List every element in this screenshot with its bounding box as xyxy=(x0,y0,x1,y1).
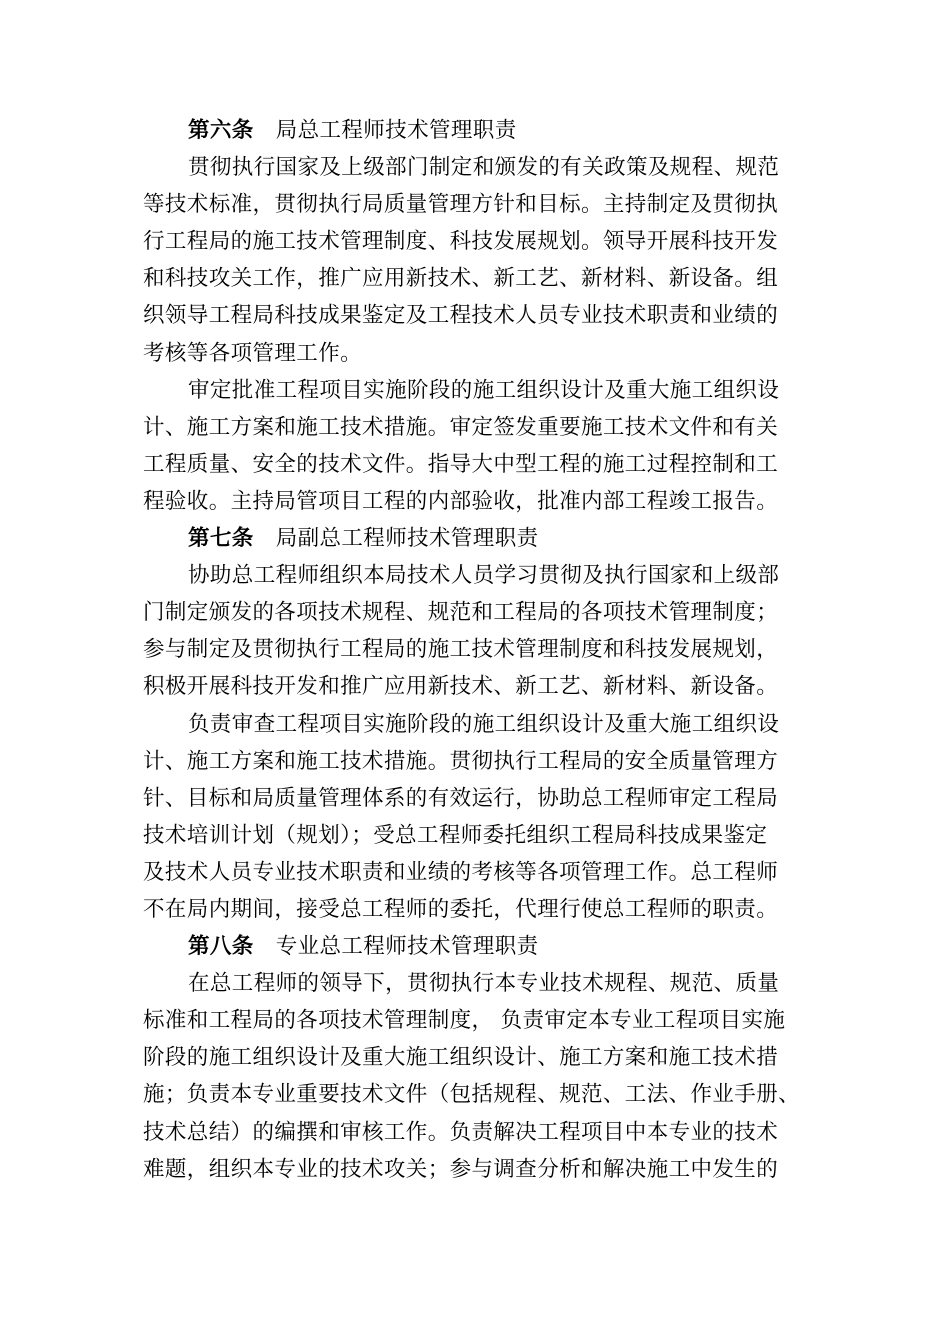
paragraph-line: 难题，组织本专业的技术攻关；参与调查分析和解决施工中发生的 xyxy=(143,1156,779,1182)
paragraph-line: 针、目标和局质量管理体系的有效运行，协助总工程师审定工程局 xyxy=(143,785,779,811)
article-number: 第七条 xyxy=(188,526,254,552)
paragraph-line: 积极开展科技开发和推广应用新技术、新工艺、新材料、新设备。 xyxy=(143,674,779,700)
paragraph-line: 织领导工程局科技成果鉴定及工程技术人员专业技术职责和业绩的 xyxy=(143,303,779,329)
paragraph-line: 技术培训计划（规划）；受总工程师委托组织工程局科技成果鉴定 xyxy=(143,822,768,848)
article-heading xyxy=(143,520,809,557)
paragraph-line: 技术总结）的编撰和审核工作。负责解决工程项目中本专业的技术 xyxy=(143,1119,779,1145)
paragraph-line: 在总工程师的领导下，贯彻执行本专业技术规程、规范、质量 xyxy=(188,971,780,997)
article-number: 第八条 xyxy=(188,934,254,960)
article-number: 第六条 xyxy=(188,118,254,143)
paragraph-line: 等技术标准，贯彻执行局质量管理方针和目标。主持制定及贯彻执 xyxy=(143,192,779,218)
paragraph-line: 程验收。主持局管项目工程的内部验收，批准内部工程竣工报告。 xyxy=(143,488,779,514)
article-title: 局副总工程师技术管理职责 xyxy=(275,526,539,552)
paragraph-line: 标准和工程局的各项技术管理制度， 负责审定本专业工程项目实施 xyxy=(143,1008,786,1034)
paragraph-line: 施；负责本专业重要技术文件（包括规程、规范、工法、作业手册、 xyxy=(143,1082,801,1108)
article-title: 专业总工程师技术管理职责 xyxy=(275,934,539,960)
paragraph-line: 不在局内期间，接受总工程师的委托，代理行使总工程师的职责。 xyxy=(143,896,779,922)
article-heading xyxy=(143,112,809,149)
article-heading xyxy=(143,928,809,965)
paragraph-line: 贯彻执行国家及上级部门制定和颁发的有关政策及规程、规范 xyxy=(188,155,780,181)
paragraph-line: 阶段的施工组织设计及重大施工组织设计、施工方案和施工技术措 xyxy=(143,1045,779,1071)
paragraph-line: 参与制定及贯彻执行工程局的施工技术管理制度和科技发展规划， xyxy=(143,637,779,663)
paragraph-line: 协助总工程师组织本局技术人员学习贯彻及执行国家和上级部 xyxy=(188,563,780,589)
paragraph-line: 工程质量、安全的技术文件。指导大中型工程的施工过程控制和工 xyxy=(143,451,779,477)
paragraph-line: 行工程局的施工技术管理制度、科技发展规划。领导开展科技开发 xyxy=(143,229,779,255)
paragraph-line: 考核等各项管理工作。 xyxy=(143,340,363,366)
document-body xyxy=(143,112,809,1188)
paragraph-line: 计、施工方案和施工技术措施。审定签发重要施工技术文件和有关 xyxy=(143,414,779,440)
paragraph-line: 负责审查工程项目实施阶段的施工组织设计及重大施工组织设 xyxy=(188,711,780,737)
paragraph-line: 及技术人员专业技术职责和业绩的考核等各项管理工作。总工程师 xyxy=(143,859,779,885)
paragraph-line: 和科技攻关工作，推广应用新技术、新工艺、新材料、新设备。组 xyxy=(143,266,779,292)
paragraph-line: 门制定颁发的各项技术规程、规范和工程局的各项技术管理制度； xyxy=(143,600,779,626)
paragraph-line: 审定批准工程项目实施阶段的施工组织设计及重大施工组织设 xyxy=(188,377,780,403)
article-title: 局总工程师技术管理职责 xyxy=(275,118,517,143)
paragraph-line: 计、施工方案和施工技术措施。贯彻执行工程局的安全质量管理方 xyxy=(143,748,779,774)
